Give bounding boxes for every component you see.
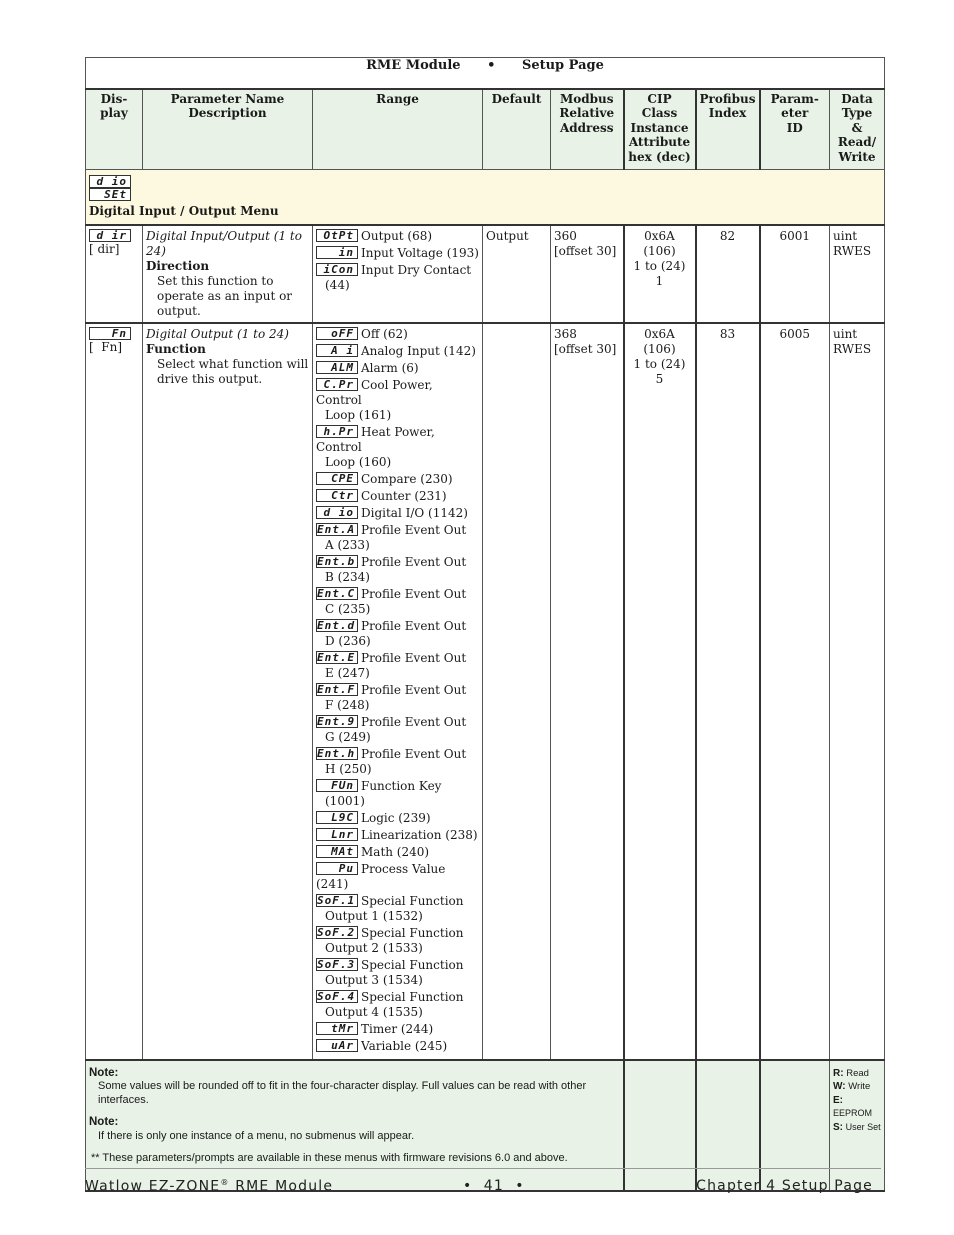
modbus-address: 368 bbox=[554, 326, 577, 341]
range-option-seg: Ent.E bbox=[316, 651, 358, 664]
parameter-name: Function bbox=[146, 341, 206, 356]
range-option bbox=[316, 845, 479, 860]
range-option bbox=[316, 327, 479, 342]
range-option bbox=[316, 344, 479, 359]
header-profibus: Profibus Index bbox=[696, 89, 760, 170]
parameter-title: Digital Output (1 to 24) bbox=[146, 326, 289, 341]
range-option bbox=[316, 506, 479, 521]
range-option-label-continued: C (235) bbox=[325, 601, 371, 616]
range-option bbox=[316, 489, 479, 504]
range-option bbox=[316, 779, 479, 809]
modbus-address: 360 bbox=[554, 228, 577, 243]
data-type-cell bbox=[830, 323, 885, 1060]
header-range: Range bbox=[313, 89, 483, 170]
display-alt: [ dir] bbox=[89, 241, 120, 256]
range-option-label-continued: H (250) bbox=[325, 761, 372, 776]
range-option-label: Digital I/O (1142) bbox=[361, 505, 468, 520]
data-type: uint bbox=[833, 326, 858, 341]
range-option bbox=[316, 246, 479, 261]
range-cell bbox=[313, 225, 483, 323]
range-option bbox=[316, 1039, 479, 1054]
parameter-cell bbox=[143, 225, 313, 323]
range-option-label: Profile Event Out bbox=[361, 522, 467, 537]
range-option-label: Timer (244) bbox=[361, 1021, 434, 1036]
range-option bbox=[316, 828, 479, 843]
page-footer bbox=[85, 1168, 881, 1198]
range-option-seg: tMr bbox=[316, 1022, 358, 1035]
range-option-label: Heat Power, Control bbox=[316, 424, 435, 454]
range-option bbox=[316, 1022, 479, 1037]
modbus-offset: [offset 30] bbox=[554, 243, 617, 258]
header-display: Dis- play bbox=[86, 89, 143, 170]
note-2-body: If there is only one instance of a menu, no submenus will appear. bbox=[98, 1129, 415, 1142]
range-option-seg: iCon bbox=[316, 263, 358, 276]
range-option-label: Logic (239) bbox=[361, 810, 431, 825]
range-option-label: Math (240) bbox=[361, 844, 430, 859]
range-option-seg: Ent.b bbox=[316, 555, 358, 568]
parameter-table bbox=[85, 57, 885, 1192]
range-option-label-continued: Loop (160) bbox=[325, 454, 392, 469]
parameter-description: Select what function will drive this output. bbox=[157, 356, 309, 386]
range-option-seg: oFF bbox=[316, 327, 358, 340]
modbus-cell bbox=[551, 225, 624, 323]
range-option bbox=[316, 990, 479, 1020]
table-row-direction bbox=[86, 225, 885, 323]
range-option-seg: FUn bbox=[316, 779, 358, 792]
range-option-label-continued: E (247) bbox=[325, 665, 370, 680]
range-option-seg: Ent.h bbox=[316, 747, 358, 760]
range-option-seg: MAt bbox=[316, 845, 358, 858]
range-option-label: Input Dry Contact bbox=[361, 262, 472, 277]
range-option-seg: CPE bbox=[316, 472, 358, 485]
default-cell bbox=[483, 323, 551, 1060]
parameter-name: Direction bbox=[146, 258, 210, 273]
range-option-seg: A i bbox=[316, 344, 358, 357]
range-option-seg: Pu bbox=[316, 862, 358, 875]
table-header-row bbox=[86, 89, 885, 170]
range-option-seg: SoF.2 bbox=[316, 926, 358, 939]
range-option-label-continued: Loop (161) bbox=[325, 407, 392, 422]
range-option-label-continued: F (248) bbox=[325, 697, 370, 712]
range-option-label-continued: Output 4 (1535) bbox=[325, 1004, 423, 1019]
range-option bbox=[316, 862, 479, 892]
note-2-heading: Note: bbox=[89, 1116, 119, 1128]
range-option-seg: SoF.1 bbox=[316, 894, 358, 907]
note-3-firmware: ** These parameters/prompts are available in these menus with firmware revisions 6.0 and above. bbox=[91, 1152, 568, 1164]
range-option-seg: uAr bbox=[316, 1039, 358, 1052]
header-modbus: Modbus Relative Address bbox=[551, 89, 624, 170]
range-list bbox=[316, 229, 479, 293]
range-option-seg: Ent.9 bbox=[316, 715, 358, 728]
range-option-label: Special Function bbox=[361, 925, 464, 940]
range-option-seg: OtPt bbox=[316, 229, 358, 242]
legend-item: W: Write bbox=[833, 1081, 871, 1092]
range-option bbox=[316, 683, 479, 713]
data-type: uint bbox=[833, 228, 858, 243]
range-option-seg: d io bbox=[316, 506, 358, 519]
range-option-label: Counter (231) bbox=[361, 488, 447, 503]
range-option bbox=[316, 926, 479, 956]
range-option-seg: Ent.A bbox=[316, 523, 358, 536]
range-option-label-continued: A (233) bbox=[325, 537, 370, 552]
table-title bbox=[86, 58, 885, 89]
range-option-label: Compare (230) bbox=[361, 471, 453, 486]
legend-item: E: EEPROM bbox=[833, 1094, 873, 1118]
range-option-label: Profile Event Out bbox=[361, 554, 467, 569]
range-option-seg: SoF.4 bbox=[316, 990, 358, 1003]
legend-item: R: Read bbox=[833, 1067, 869, 1079]
table-title-row bbox=[86, 58, 885, 89]
range-option-label: Special Function bbox=[361, 957, 464, 972]
range-option bbox=[316, 472, 479, 487]
header-parameter-name: Parameter Name Description bbox=[143, 89, 313, 170]
parameter-description: Set this function to operate as an input or output. bbox=[157, 273, 293, 318]
range-option-label: Profile Event Out bbox=[361, 618, 467, 633]
range-option-label: Profile Event Out bbox=[361, 650, 467, 665]
parameter-title: Digital Input/Output (1 to 24) bbox=[146, 228, 302, 258]
range-option-seg: Lnr bbox=[316, 828, 358, 841]
range-option-seg: L9C bbox=[316, 811, 358, 824]
range-option-label: Linearization (238) bbox=[361, 827, 478, 842]
range-option-label: Cool Power, Control bbox=[316, 377, 433, 407]
menu-row bbox=[86, 170, 885, 225]
modbus-offset: [offset 30] bbox=[554, 341, 617, 356]
parameter-id-cell: 6001 bbox=[760, 225, 830, 323]
range-option bbox=[316, 894, 479, 924]
range-option-label: Variable (245) bbox=[361, 1038, 448, 1053]
range-option-label: Profile Event Out bbox=[361, 682, 467, 697]
header-data-type: Data Type & Read/ Write bbox=[830, 89, 885, 170]
display-seg: Fn bbox=[89, 327, 131, 340]
footer-chapter: Chapter 4 Setup Page bbox=[696, 1178, 873, 1194]
legend-list bbox=[833, 1067, 881, 1135]
note-1-heading: Note: bbox=[89, 1066, 119, 1079]
profibus-cell: 83 bbox=[696, 323, 760, 1060]
range-option bbox=[316, 378, 479, 423]
range-option bbox=[316, 555, 479, 585]
range-option bbox=[316, 651, 479, 681]
display-seg: d ir bbox=[89, 229, 131, 242]
table-title-page: Setup Page bbox=[521, 58, 604, 73]
range-option-label: Profile Event Out bbox=[361, 746, 467, 761]
range-option-label: Analog Input (142) bbox=[361, 343, 476, 358]
cip-attribute: 1 bbox=[655, 273, 664, 288]
menu-cell bbox=[86, 170, 885, 225]
range-option-label: Alarm (6) bbox=[361, 360, 419, 375]
header-parameter-id: Param- eter ID bbox=[760, 89, 830, 170]
parameter-id-cell: 6005 bbox=[760, 323, 830, 1060]
range-option-label: Profile Event Out bbox=[361, 586, 467, 601]
range-option-seg: h.Pr bbox=[316, 425, 358, 438]
table-title-bullet: • bbox=[487, 58, 496, 73]
cip-cell bbox=[624, 225, 696, 323]
range-option-label-continued: (44) bbox=[325, 277, 350, 292]
range-option bbox=[316, 361, 479, 376]
range-option-label: Output (68) bbox=[361, 228, 433, 243]
range-option-seg: ALM bbox=[316, 361, 358, 374]
range-option-label-continued: Output 2 (1533) bbox=[325, 940, 423, 955]
cip-instance: 1 to (24) bbox=[633, 258, 686, 273]
cip-class: 0x6A (106) bbox=[643, 326, 676, 356]
modbus-cell bbox=[551, 323, 624, 1060]
range-option-label-continued: (1001) bbox=[325, 793, 365, 808]
read-write: RWES bbox=[833, 341, 872, 356]
range-option-label-continued: D (236) bbox=[325, 633, 371, 648]
cip-attribute: 5 bbox=[655, 371, 664, 386]
parameter-cell bbox=[143, 323, 313, 1060]
range-option-label: Off (62) bbox=[361, 326, 408, 341]
menu-display-seg-2: SEt bbox=[89, 188, 131, 201]
range-option-seg: in bbox=[316, 246, 358, 259]
cip-cell bbox=[624, 323, 696, 1060]
range-option-label: Special Function bbox=[361, 893, 464, 908]
range-option-label-continued: Output 1 (1532) bbox=[325, 908, 423, 923]
range-option-seg: Ent.F bbox=[316, 683, 358, 696]
range-option-label: Function Key bbox=[361, 778, 442, 793]
table-row-function bbox=[86, 323, 885, 1060]
cip-class: 0x6A (106) bbox=[643, 228, 676, 258]
range-option bbox=[316, 715, 479, 745]
range-option bbox=[316, 619, 479, 649]
display-cell bbox=[86, 323, 143, 1060]
range-option bbox=[316, 587, 479, 617]
display-alt: [ Fn] bbox=[89, 339, 123, 354]
range-cell bbox=[313, 323, 483, 1060]
range-option bbox=[316, 811, 479, 826]
range-option-label-continued: G (249) bbox=[325, 729, 371, 744]
menu-display-seg-1: d io bbox=[89, 175, 131, 188]
header-default: Default bbox=[483, 89, 551, 170]
range-option bbox=[316, 958, 479, 988]
note-1-body: Some values will be rounded off to fit in the four-character display. Full values can be read with other interfaces. bbox=[98, 1080, 587, 1106]
range-option-seg: SoF.3 bbox=[316, 958, 358, 971]
range-option bbox=[316, 229, 479, 244]
range-option-label: Process Value (241) bbox=[316, 861, 446, 891]
cip-instance: 1 to (24) bbox=[633, 356, 686, 371]
display-cell bbox=[86, 225, 143, 323]
data-type-cell bbox=[830, 225, 885, 323]
range-option-label: Special Function bbox=[361, 989, 464, 1004]
footer-page-number: • 41 • bbox=[463, 1178, 525, 1194]
header-cip: CIP Class Instance Attribute hex (dec) bbox=[624, 89, 696, 170]
range-option-label: Profile Event Out bbox=[361, 714, 467, 729]
legend-item: S: User Set bbox=[833, 1121, 881, 1133]
range-option-label-continued: Output 3 (1534) bbox=[325, 972, 423, 987]
range-option-seg: Ent.d bbox=[316, 619, 358, 632]
range-option-seg: C.Pr bbox=[316, 378, 358, 391]
range-option bbox=[316, 425, 479, 470]
range-option bbox=[316, 747, 479, 777]
range-option bbox=[316, 523, 479, 553]
setup-page-table-container bbox=[85, 57, 884, 1192]
range-option-seg: Ent.C bbox=[316, 587, 358, 600]
default-cell: Output bbox=[483, 225, 551, 323]
table-title-module: RME Module bbox=[366, 58, 461, 73]
range-list bbox=[316, 327, 479, 1054]
menu-title: Digital Input / Output Menu bbox=[89, 204, 279, 218]
range-option-label: Input Voltage (193) bbox=[361, 245, 479, 260]
range-option-seg: Ctr bbox=[316, 489, 358, 502]
profibus-cell: 82 bbox=[696, 225, 760, 323]
range-option bbox=[316, 263, 479, 293]
read-write: RWES bbox=[833, 243, 872, 258]
range-option-label-continued: B (234) bbox=[325, 569, 370, 584]
footer-product: Watlow EZ-ZONE® RME Module bbox=[85, 1178, 334, 1195]
